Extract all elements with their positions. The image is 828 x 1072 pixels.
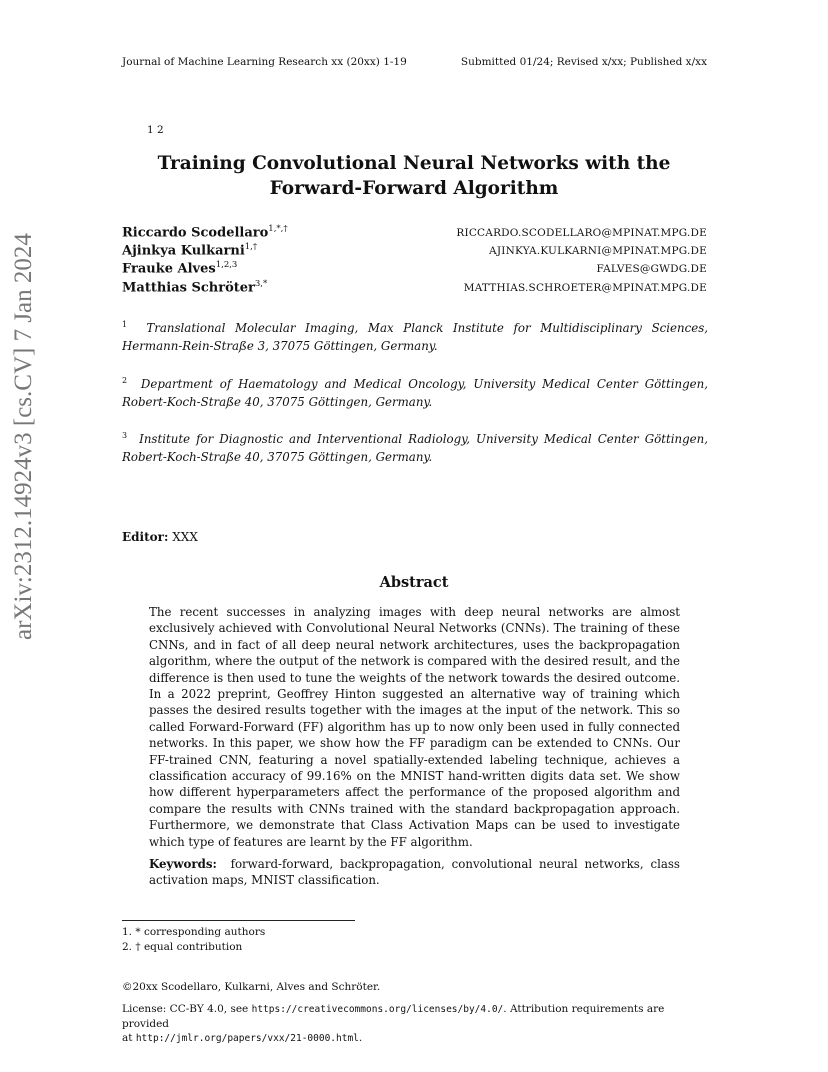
license-link[interactable]: https://creativecommons.org/licenses/by/4.0/ — [251, 1004, 504, 1015]
author-email: MATTHIAS.SCHROETER@MPINAT.MPG.DE — [463, 282, 707, 294]
footnote: 1. * corresponding authors — [122, 926, 266, 938]
title-line-1: Training Convolutional Neural Networks with the — [157, 153, 671, 174]
author-email: FALVES@GWDG.DE — [596, 263, 707, 275]
copyright: ©20xx Scodellaro, Kulkarni, Alves and Schröter. — [122, 981, 381, 993]
author-name: Frauke Alves$^{1,2,3}$ — [122, 260, 238, 277]
journal-header: Journal of Machine Learning Research xx (20xx) 1-19 — [122, 56, 407, 68]
abstract-body: The recent successes in analyzing images with deep neural networks are almost exclusively achieved with Convolutional Neural Networks (CNNs). The training of these CNNs, and in fact of all deep neural network architectures, uses the backpropagation algorithm, where the output of the network is compared with the desired result, and the difference is then used to tune the weights of the network towards the desired outcome. In a 2022 preprint, Geoffrey Hinton suggested an alternative way of training which passes the desired results together with the images at the input of the network. This so called Forward-Forward (FF) algorithm has up to now only been used in fully connected networks. In this paper, we show how the FF paradigm can be extended to CNNs. Our FF-trained CNN, featuring a novel spatially-extended labeling technique, achieves a classification accuracy of 99.16% on the MNIST hand-written digits data set. We show how different hyperparameters affect the performance of the proposed algorithm and compare the results with CNNs trained with the standard backpropagation approach. Furthermore, we demonstrate that Class Activation Maps can be used to investigate which type of features are learnt by the FF algorithm. — [149, 605, 680, 849]
footnote-marks: 1 2 — [147, 124, 164, 136]
author-name: Matthias Schröter$^{3,*}$ — [122, 279, 268, 296]
keywords: Keywords: forward-forward, backpropagation, convolutional neural networks, class activation maps, MNIST classification. — [149, 857, 680, 888]
author-email: AJINKYA.KULKARNI@MPINAT.MPG.DE — [489, 245, 707, 257]
editor-line: Editor: XXX — [122, 530, 198, 544]
license: License: CC-BY 4.0, see https://creativecommons.org/licenses/by/4.0/. Attribution requirements are provided at http://jmlr.org/papers/vxx/21-0000.html. — [122, 1003, 665, 1044]
paper-link[interactable]: http://jmlr.org/papers/vxx/21-0000.html — [135, 1033, 359, 1044]
abstract-heading: Abstract — [379, 574, 449, 591]
footnote-rule — [122, 920, 355, 921]
footnote: 2. † equal contribution — [122, 941, 243, 953]
arxiv-stamp: arXiv:2312.14924v3 [cs.CV] 7 Jan 2024 — [10, 233, 37, 640]
author-name: Riccardo Scodellaro$^{1,*,\dagger}$ — [122, 224, 288, 241]
author-email: RICCARDO.SCODELLARO@MPINAT.MPG.DE — [456, 227, 707, 239]
submission-info: Submitted 01/24; Revised x/xx; Published x/xx — [460, 56, 707, 68]
title-line-2: Forward-Forward Algorithm — [269, 178, 559, 199]
paper-title — [0, 151, 828, 201]
affiliation: $^1$ Translational Molecular Imaging, Max Planck Institute for Multidisciplinary Sciences, Hermann-Rein-Straße 3, 37075 Göttingen, Germany. — [122, 320, 709, 353]
affiliation: $^2$ Department of Haematology and Medical Oncology, University Medical Center Göttingen, Robert-Koch-Straße 40, 37075 Göttingen, Germany. — [122, 376, 709, 409]
author-name: Ajinkya Kulkarni$^{1,\dagger}$ — [122, 242, 258, 259]
affiliation: $^3$ Institute for Diagnostic and Interventional Radiology, University Medical Center Göttingen, Robert-Koch-Straße 40, 37075 Göttingen, Germany. — [122, 431, 708, 464]
